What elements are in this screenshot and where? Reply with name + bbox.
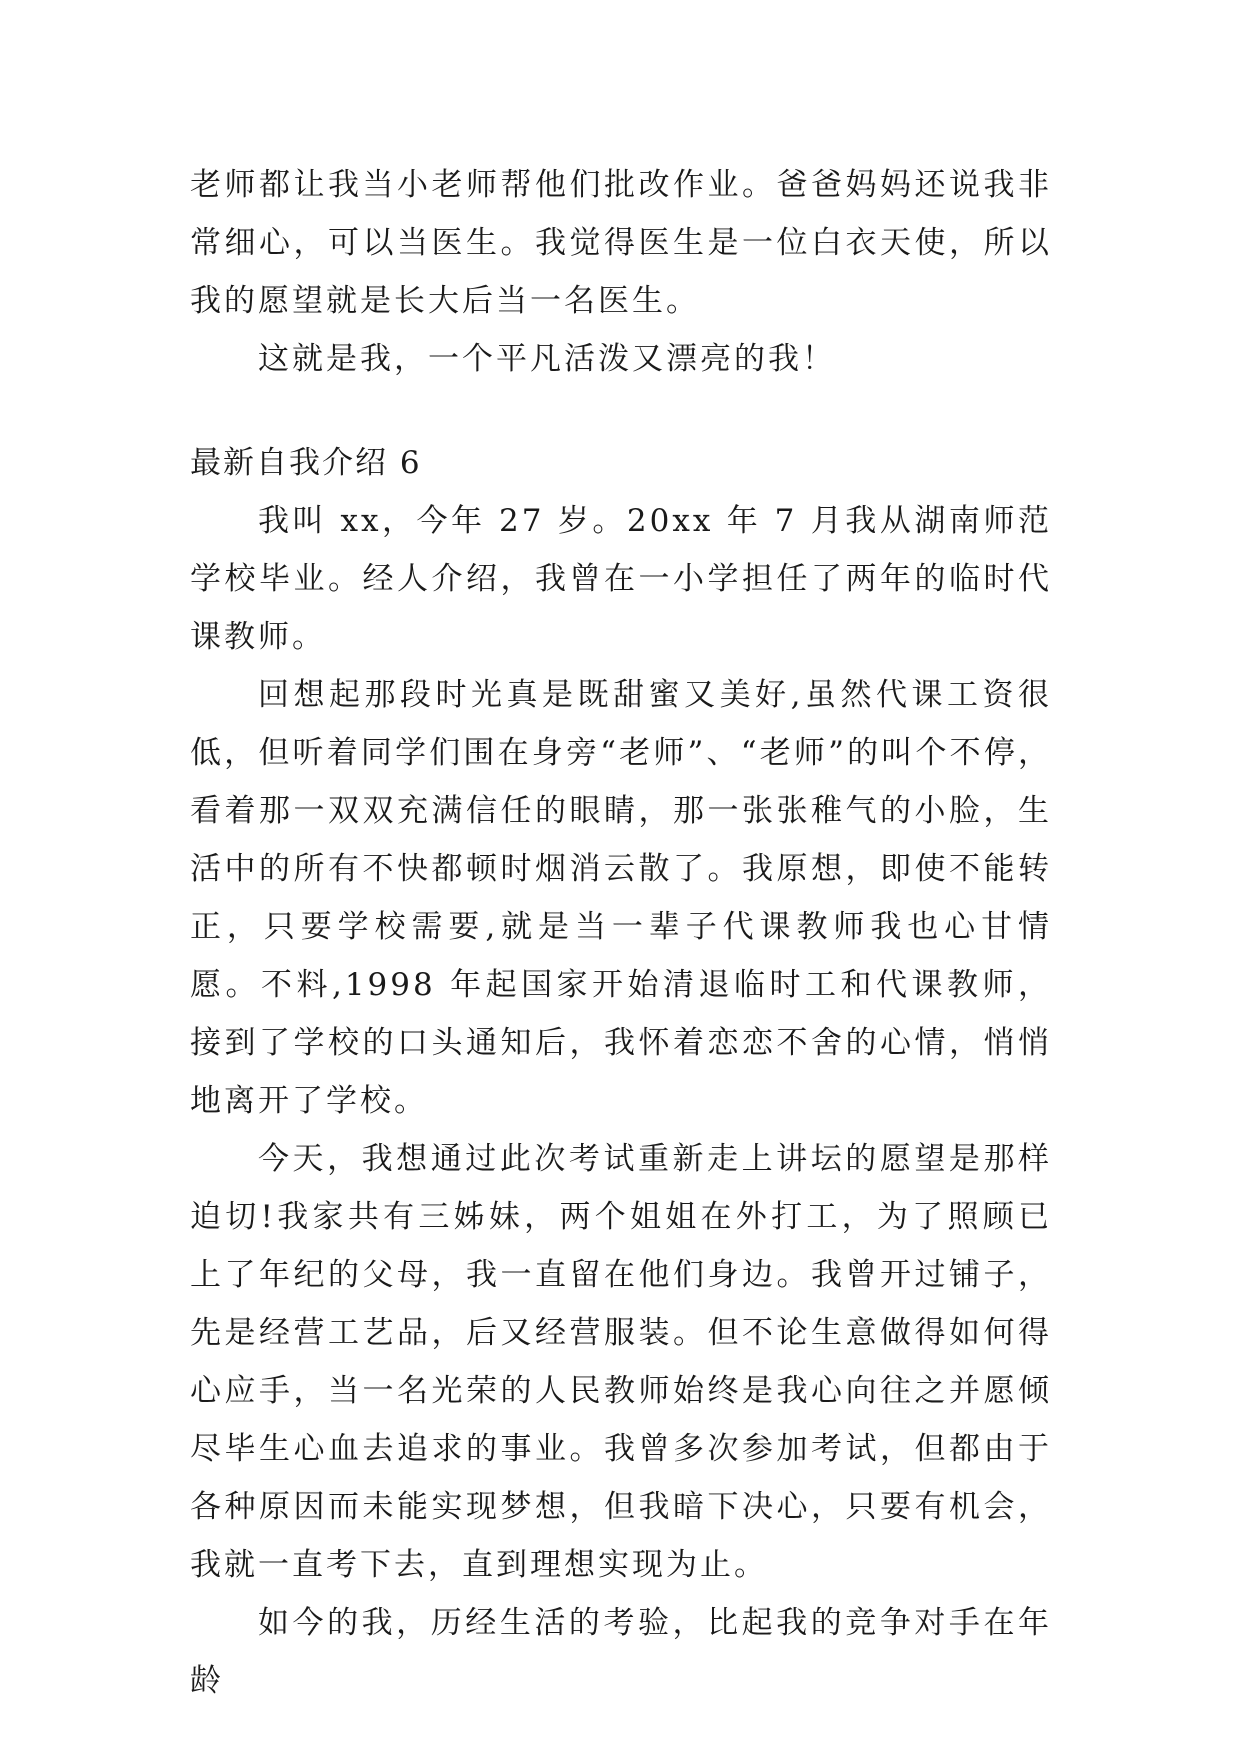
body-paragraph: 今天，我想通过此次考试重新走上讲坛的愿望是那样迫切!我家共有三姊妹，两个姐姐在外打工，为了照顾已上了年纪的父母，我一直留在他们身边。我曾开过铺子，先是经营工艺品，后又经营服装。但不论生意做得如何得心应手，当一名光荣的人民教师始终是我心向往之并愿倾尽毕生心血去追求的事业。我曾多次参加考试，但都由于各种原因而未能实现梦想，但我暗下决心，只要有机会，我就一直考下去，直到理想实现为止。 [190,1141,1052,1583]
closing-paragraph: 这就是我，一个平凡活泼又漂亮的我！ [258,341,836,377]
document-page [190,156,1052,1710]
section-title: 最新自我介绍 6 [190,445,422,481]
body-paragraph: 回想起那段时光真是既甜蜜又美好,虽然代课工资很低，但听着同学们围在身旁“老师”、“老师”的叫个不停，看着那一双双充满信任的眼睛，那一张张稚气的小脸，生活中的所有不快都顿时烟消云散了。我原想，即使不能转正，只要学校需要,就是当一辈子代课教师我也心甘情愿。不料,1998 年起国家开始清退临时工和代课教师，接到了学校的口头通知后，我怀着恋恋不舍的心情，悄悄地离开了学校。 [190,677,1052,1119]
continued-paragraph: 老师都让我当小老师帮他们批改作业。爸爸妈妈还说我非常细心，可以当医生。我觉得医生是一位白衣天使，所以我的愿望就是长大后当一名医生。 [190,167,1052,319]
body-paragraph: 如今的我，历经生活的考验，比起我的竞争对手在年龄 [190,1605,1052,1699]
body-paragraph: 我叫 xx，今年 27 岁。20xx 年 7 月我从湖南师范学校毕业。经人介绍，我曾在一小学担任了两年的临时代课教师。 [190,503,1052,655]
